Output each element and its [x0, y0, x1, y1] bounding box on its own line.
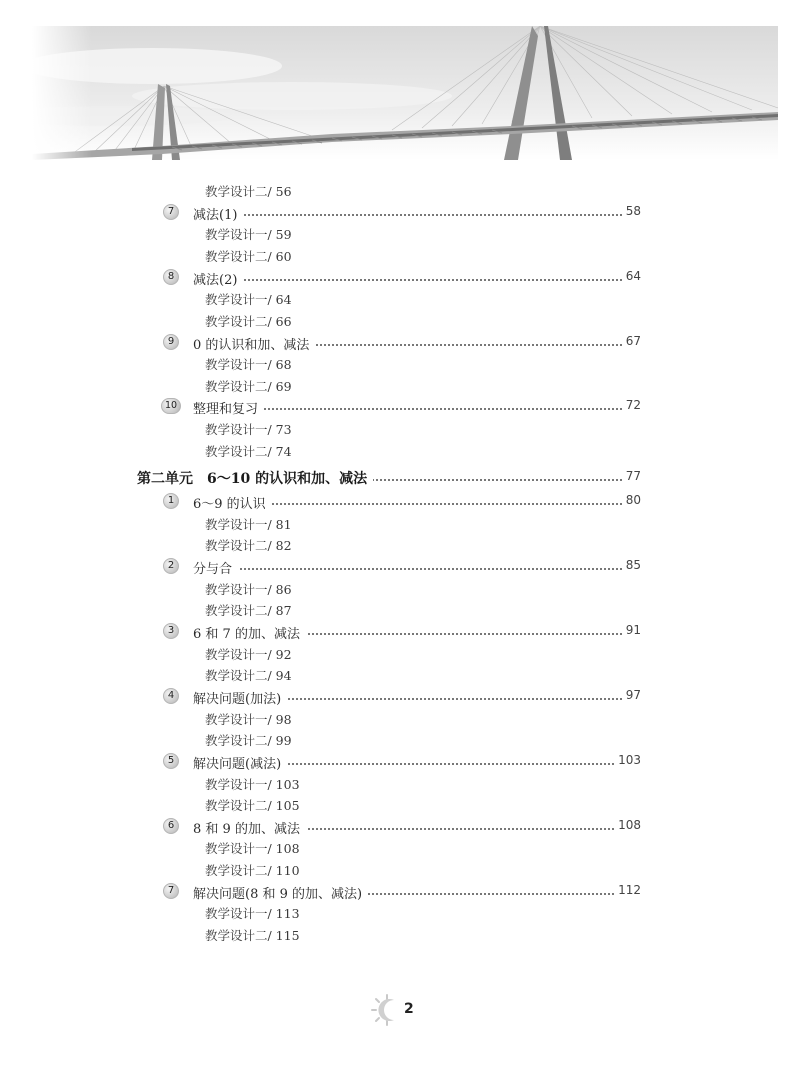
- lesson-title: 解决问题(8 和 9 的加、减法): [193, 883, 368, 902]
- toc-lesson-entry: [0, 268, 790, 288]
- toc-sub-entry-label: 教学设计二/ 82: [205, 538, 292, 553]
- toc-sub-entry: [0, 181, 790, 201]
- page-number: 2: [404, 1001, 414, 1017]
- dot-leader: [193, 214, 630, 216]
- lesson-number-badge: 7: [163, 204, 179, 220]
- toc-lesson-entry: [0, 557, 790, 577]
- toc-lesson-entry: [0, 687, 790, 707]
- moon-sun-icon: [370, 993, 404, 1027]
- toc-sub-entry-label: 教学设计二/ 69: [205, 379, 292, 394]
- toc-sub-entry-label: 教学设计一/ 73: [205, 422, 292, 437]
- toc-sub-entry: [0, 535, 790, 555]
- toc-lesson-entry: [0, 492, 790, 512]
- toc-sub-entry: [0, 709, 790, 729]
- lesson-number-badge: 2: [163, 558, 179, 574]
- toc-sub-entry: [0, 665, 790, 685]
- toc-sub-entry-label: 教学设计一/ 86: [205, 582, 292, 597]
- toc-sub-entry-label: 教学设计一/ 59: [205, 227, 292, 242]
- lesson-title: 解决问题(加法): [193, 688, 287, 707]
- toc-sub-entry-label: 教学设计一/ 64: [205, 292, 292, 307]
- lesson-number-badge: 1: [163, 493, 179, 509]
- toc-unit-heading: [0, 468, 790, 488]
- toc-lesson-entry: [0, 333, 790, 353]
- toc-sub-entry: [0, 311, 790, 331]
- toc-sub-entry-label: 教学设计一/ 68: [205, 357, 292, 372]
- toc-sub-entry: [0, 514, 790, 534]
- lesson-number-badge: 5: [163, 753, 179, 769]
- lesson-page-number: 58: [622, 204, 641, 218]
- toc-sub-entry-label: 教学设计二/ 87: [205, 603, 292, 618]
- toc-lesson-entry: [0, 817, 790, 837]
- toc-lesson-entry: [0, 397, 790, 417]
- lesson-page-number: 72: [622, 398, 641, 412]
- lesson-page-number: 112: [614, 883, 641, 897]
- toc-sub-entry: [0, 246, 790, 266]
- toc-sub-entry-label: 教学设计一/ 113: [205, 906, 300, 921]
- lesson-title: 减法(1): [193, 204, 243, 223]
- toc-lesson-entry: [0, 622, 790, 642]
- toc-sub-entry-label: 教学设计二/ 105: [205, 798, 300, 813]
- toc-sub-entry-label: 教学设计二/ 99: [205, 733, 292, 748]
- lesson-number-badge: 9: [163, 334, 179, 350]
- lesson-title: 8 和 9 的加、减法: [193, 818, 306, 837]
- toc-sub-entry: [0, 838, 790, 858]
- toc-sub-entry: [0, 376, 790, 396]
- lesson-title: 6～9 的认识: [193, 493, 272, 512]
- toc-sub-entry-label: 教学设计二/ 60: [205, 249, 292, 264]
- toc-sub-entry: [0, 600, 790, 620]
- toc-lesson-entry: [0, 203, 790, 223]
- lesson-page-number: 67: [622, 334, 641, 348]
- lesson-number-badge: 7: [163, 883, 179, 899]
- dot-leader: [193, 279, 630, 281]
- toc-sub-entry: [0, 925, 790, 945]
- lesson-number-badge: 10: [161, 398, 181, 414]
- toc-sub-entry-label: 教学设计二/ 56: [205, 184, 292, 199]
- lesson-page-number: 103: [614, 753, 641, 767]
- lesson-number-badge: 6: [163, 818, 179, 834]
- toc-sub-entry: [0, 774, 790, 794]
- toc-sub-entry-label: 教学设计一/ 81: [205, 517, 292, 532]
- lesson-number-badge: 8: [163, 269, 179, 285]
- lesson-number-badge: 4: [163, 688, 179, 704]
- lesson-title: 0 的认识和加、减法: [193, 334, 315, 353]
- toc-sub-entry: [0, 441, 790, 461]
- lesson-title: 减法(2): [193, 269, 243, 288]
- lesson-title: 分与合: [193, 558, 238, 577]
- toc-sub-entry: [0, 579, 790, 599]
- toc-sub-entry: [0, 354, 790, 374]
- toc-lesson-entry: [0, 882, 790, 902]
- lesson-title: 解决问题(减法): [193, 753, 287, 772]
- toc-sub-entry-label: 教学设计一/ 98: [205, 712, 292, 727]
- lesson-title: 整理和复习: [193, 398, 264, 417]
- page-footer: [370, 993, 430, 1033]
- toc-sub-entry: [0, 289, 790, 309]
- toc-sub-entry-label: 教学设计二/ 110: [205, 863, 300, 878]
- toc-sub-entry: [0, 860, 790, 880]
- toc-sub-entry-label: 教学设计一/ 92: [205, 647, 292, 662]
- toc-sub-entry: [0, 730, 790, 750]
- toc-sub-entry: [0, 903, 790, 923]
- toc-lesson-entry: [0, 752, 790, 772]
- lesson-page-number: 80: [622, 493, 641, 507]
- lesson-number-badge: 3: [163, 623, 179, 639]
- toc-sub-entry-label: 教学设计二/ 94: [205, 668, 292, 683]
- dot-leader: [193, 568, 630, 570]
- toc-sub-entry-label: 教学设计二/ 74: [205, 444, 292, 459]
- lesson-page-number: 97: [622, 688, 641, 702]
- toc-sub-entry: [0, 224, 790, 244]
- toc-sub-entry-label: 教学设计二/ 66: [205, 314, 292, 329]
- toc-sub-entry-label: 教学设计二/ 115: [205, 928, 300, 943]
- lesson-page-number: 64: [622, 269, 641, 283]
- toc-sub-entry-label: 教学设计一/ 103: [205, 777, 300, 792]
- unit-title: 第二单元 6～10 的认识和加、减法: [137, 468, 373, 488]
- toc-sub-entry-label: 教学设计一/ 108: [205, 841, 300, 856]
- lesson-page-number: 91: [622, 623, 641, 637]
- lesson-page-number: 108: [614, 818, 641, 832]
- lesson-title: 6 和 7 的加、减法: [193, 623, 306, 642]
- toc-sub-entry: [0, 419, 790, 439]
- toc-sub-entry: [0, 644, 790, 664]
- unit-page-number: 77: [622, 469, 641, 483]
- toc-sub-entry: [0, 795, 790, 815]
- lesson-page-number: 85: [622, 558, 641, 572]
